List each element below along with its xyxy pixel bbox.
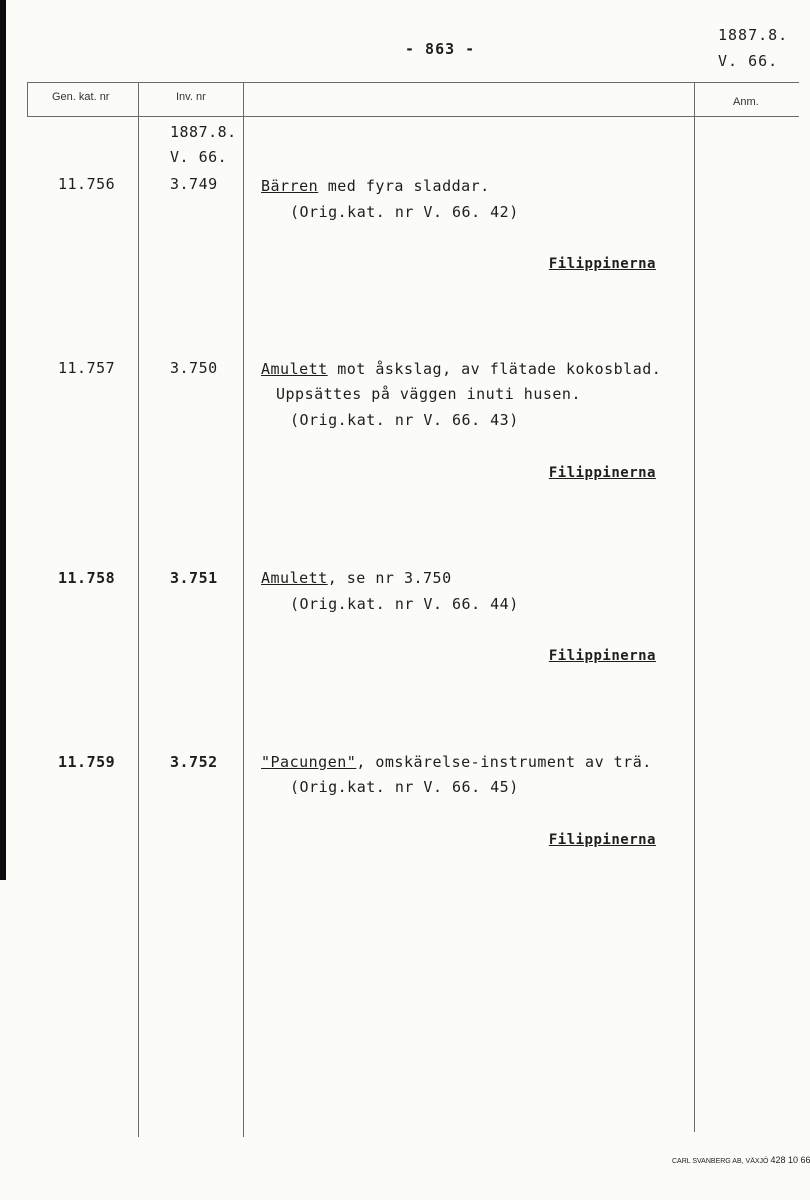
orig-kat-ref: (Orig.kat. nr V. 66. 42) [290, 203, 519, 221]
inv-number: 3.749 [170, 175, 218, 193]
printer-imprint [672, 1155, 810, 1165]
header-bottom-rule [27, 116, 799, 117]
corner-volume: V. 66. [718, 52, 779, 70]
inv-number: 3.751 [170, 569, 218, 587]
inv-column-rule [243, 82, 244, 1137]
place-label: Filippinerna [548, 256, 656, 272]
header-anm: Anm. [733, 96, 759, 108]
description [261, 360, 661, 378]
description-rest: , se nr 3.750 [327, 569, 452, 587]
inv-number: 3.750 [170, 359, 218, 377]
corner-year: 1887.8. [718, 26, 789, 44]
object-name: Amulett [261, 569, 328, 587]
orig-kat-ref: (Orig.kat. nr V. 66. 43) [290, 411, 519, 429]
gen-column-rule [138, 82, 139, 1137]
place-label: Filippinerna [548, 832, 656, 848]
corner-reference [718, 22, 788, 74]
description [261, 569, 452, 587]
description-rest: mot åskslag, av flätade kokosblad. [327, 360, 662, 378]
inv-column-volume: V. 66. [170, 148, 228, 166]
description-rest: med fyra sladdar. [318, 177, 490, 195]
orig-kat-ref: (Orig.kat. nr V. 66. 45) [290, 778, 519, 796]
gen-number: 11.757 [58, 359, 116, 377]
description [261, 753, 652, 771]
printer-name: CARL SVANBERG AB, VÄXJÖ [672, 1158, 769, 1165]
description [261, 177, 490, 195]
form-code: 428 10 66 [770, 1155, 810, 1165]
table-top-rule [27, 82, 799, 83]
gen-number: 11.758 [58, 569, 116, 587]
header-gen-kat-nr: Gen. kat. nr [52, 91, 110, 103]
orig-kat-ref: (Orig.kat. nr V. 66. 44) [290, 595, 519, 613]
place-label: Filippinerna [548, 648, 656, 664]
header-inv-nr: Inv. nr [176, 91, 206, 103]
anm-column-rule [694, 82, 695, 1132]
object-name: Bärren [261, 177, 319, 195]
gen-number: 11.756 [58, 175, 116, 193]
left-rule [27, 82, 28, 116]
binding-edge [0, 0, 6, 880]
object-name: "Pacungen" [261, 753, 357, 771]
description-line: Uppsättes på väggen inuti husen. [276, 385, 581, 403]
gen-number: 11.759 [58, 753, 116, 771]
place-label: Filippinerna [548, 465, 656, 481]
page-number: - 863 - [405, 40, 476, 58]
inv-number: 3.752 [170, 753, 218, 771]
object-name: Amulett [261, 360, 328, 378]
description-rest: , omskärelse-instrument av trä. [356, 753, 652, 771]
inv-column-year: 1887.8. [170, 123, 237, 141]
